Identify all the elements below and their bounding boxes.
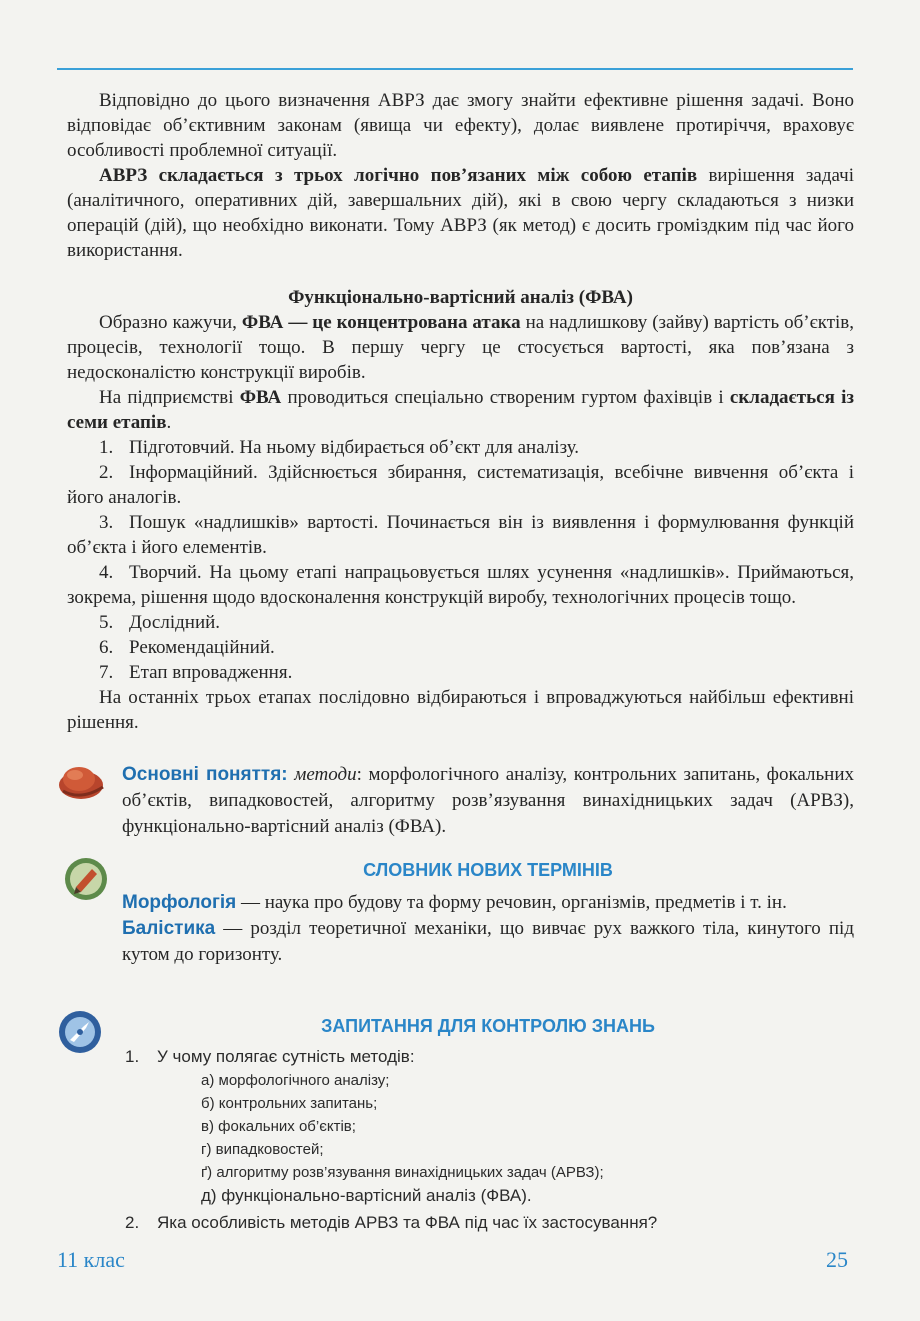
compass-icon [56, 1008, 104, 1056]
text-span: На підприємстві [99, 387, 240, 408]
page-number: 25 [826, 1247, 848, 1272]
item-number: 2. [99, 462, 114, 483]
question-number: 2. [125, 1213, 140, 1232]
key-concepts-label: Основні поняття: [122, 764, 288, 785]
question-text: У чому полягає сутність методів: [157, 1047, 415, 1066]
list-item [67, 460, 854, 510]
question-1-option: б) контрольних запитань; [201, 1095, 378, 1112]
dictionary [122, 890, 854, 968]
item-text: Дослідний. [129, 612, 221, 633]
term-morphology: Морфологія [122, 892, 237, 913]
item-number: 3. [99, 512, 114, 533]
item-text: Рекомендаційний. [129, 637, 275, 658]
question-text: Яка особливість методів АРВЗ та ФВА під час їх застосування? [157, 1213, 658, 1232]
questions-list [125, 1045, 845, 1235]
question-2 [125, 1211, 845, 1235]
item-number: 7. [99, 662, 114, 683]
section-title: Функціонально-вартісний аналіз (ФВА) [288, 287, 633, 308]
question-1-option: г) випадковостей; [201, 1141, 324, 1158]
text-span: на надлишкову (зайву) вартість об’єктів, процесів, технології тощо. В першу чергу це стосується вартості, яка пов’язана з недосконалістю конструкції виробів. [67, 312, 855, 383]
text-span: проводиться спеціально створеним гуртом фахівців і [281, 387, 730, 408]
list-item [67, 435, 854, 460]
key-concepts [122, 762, 854, 840]
paragraph-fva-stages [67, 385, 854, 435]
question-1-option: а) морфологічного аналізу; [201, 1072, 390, 1089]
item-number: 1. [99, 437, 114, 458]
question-number: 1. [125, 1047, 140, 1066]
top-rule [57, 68, 853, 70]
paragraph-avrz-definition: Відповідно до цього визначення АВРЗ дає змогу знайти ефективне рішення задачі. Воно відповідає об’єктивним законам (явища чи ефекту), долає виявлене протиріччя, враховує особливості проблемної ситуації. [67, 90, 854, 161]
dictionary-entry [122, 890, 854, 916]
item-text: Інформаційний. Здійснюється збирання, систематизація, всебічне вивчення об’єкта і його аналогів. [67, 462, 854, 508]
item-number: 6. [99, 637, 114, 658]
pen-note-icon [62, 855, 110, 903]
item-number: 5. [99, 612, 114, 633]
questions-title: ЗАПИТАННЯ ДЛЯ КОНТРОЛЮ ЗНАНЬ [321, 1016, 655, 1036]
list-item [67, 635, 854, 660]
main-text [67, 88, 854, 735]
text-span: вирішення задачі (аналітичного, оперативних дій, завершальних дій), які в свою чергу складаються з низки операцій (дій), що необхідно виконати. Тому АВРЗ (як метод) є досить громіздким під час його використання. [67, 165, 854, 261]
question-1 [125, 1045, 845, 1069]
dictionary-entry [122, 916, 854, 968]
item-text: Етап впровадження. [129, 662, 293, 683]
text-span: . [166, 412, 172, 433]
cap-icon [55, 757, 103, 805]
term-ballistics: Балістика [122, 918, 216, 939]
bold-phrase: ФВА — це концентрована атака [241, 312, 521, 333]
key-concepts-text: : морфологічного аналізу, контрольних запитань, фокальних об’єктів, випадковостей, алгоритму розв’язування винахідницьких задач (АРВЗ), функціонально-вартісний аналіз (ФВА). [122, 764, 854, 837]
paragraph-fva-intro [67, 310, 854, 385]
methods-word: методи [287, 764, 357, 785]
term-definition: — розділ теоретичної механіки, що вивчає рух важкого тіла, кинутого під кутом до горизонту. [122, 918, 854, 965]
item-text: Творчий. На цьому етапі напрацьовується шлях усунення «надлишків». Приймаються, зокрема, рішення щодо вдосконалення конструкцій виробу, технологічних процесів тощо. [67, 562, 854, 608]
dictionary-title: СЛОВНИК НОВИХ ТЕРМІНІВ [363, 860, 613, 880]
question-1-option: ґ) алгоритму розв’язування винахідницьких задач (АРВЗ); [201, 1164, 604, 1181]
paragraph-final-stages: На останніх трьох етапах послідовно відбираються і впроваджуються найбільш ефективні рішення. [67, 687, 854, 733]
question-1-option: д) функціонально-вартісний аналіз (ФВА). [201, 1186, 532, 1205]
bold-phrase: ФВА [239, 387, 282, 408]
list-item [67, 560, 854, 610]
list-item [67, 610, 854, 635]
item-text: Підготовчий. На ньому відбирається об’єкт для аналізу. [129, 437, 580, 458]
text-span: Образно кажучи, [99, 312, 242, 333]
bold-phrase: складається із семи етапів [67, 387, 854, 433]
list-item [67, 510, 854, 560]
item-text: Пошук «надлишків» вартості. Починається він із виявлення і формулювання функцій об’єкта і його елементів. [67, 512, 854, 558]
stages-list [67, 435, 854, 685]
term-definition: — наука про будову та форму речовин, організмів, предметів і т. ін. [236, 892, 787, 913]
grade-label: 11 клас [57, 1247, 125, 1272]
item-number: 4. [99, 562, 114, 583]
paragraph-avrz-stages [67, 163, 854, 263]
bold-phrase: АВРЗ складається з трьох логічно пов’язаних між собою етапів [99, 165, 698, 186]
list-item [67, 660, 854, 685]
question-1-option: в) фокальних об’єктів; [201, 1118, 356, 1135]
